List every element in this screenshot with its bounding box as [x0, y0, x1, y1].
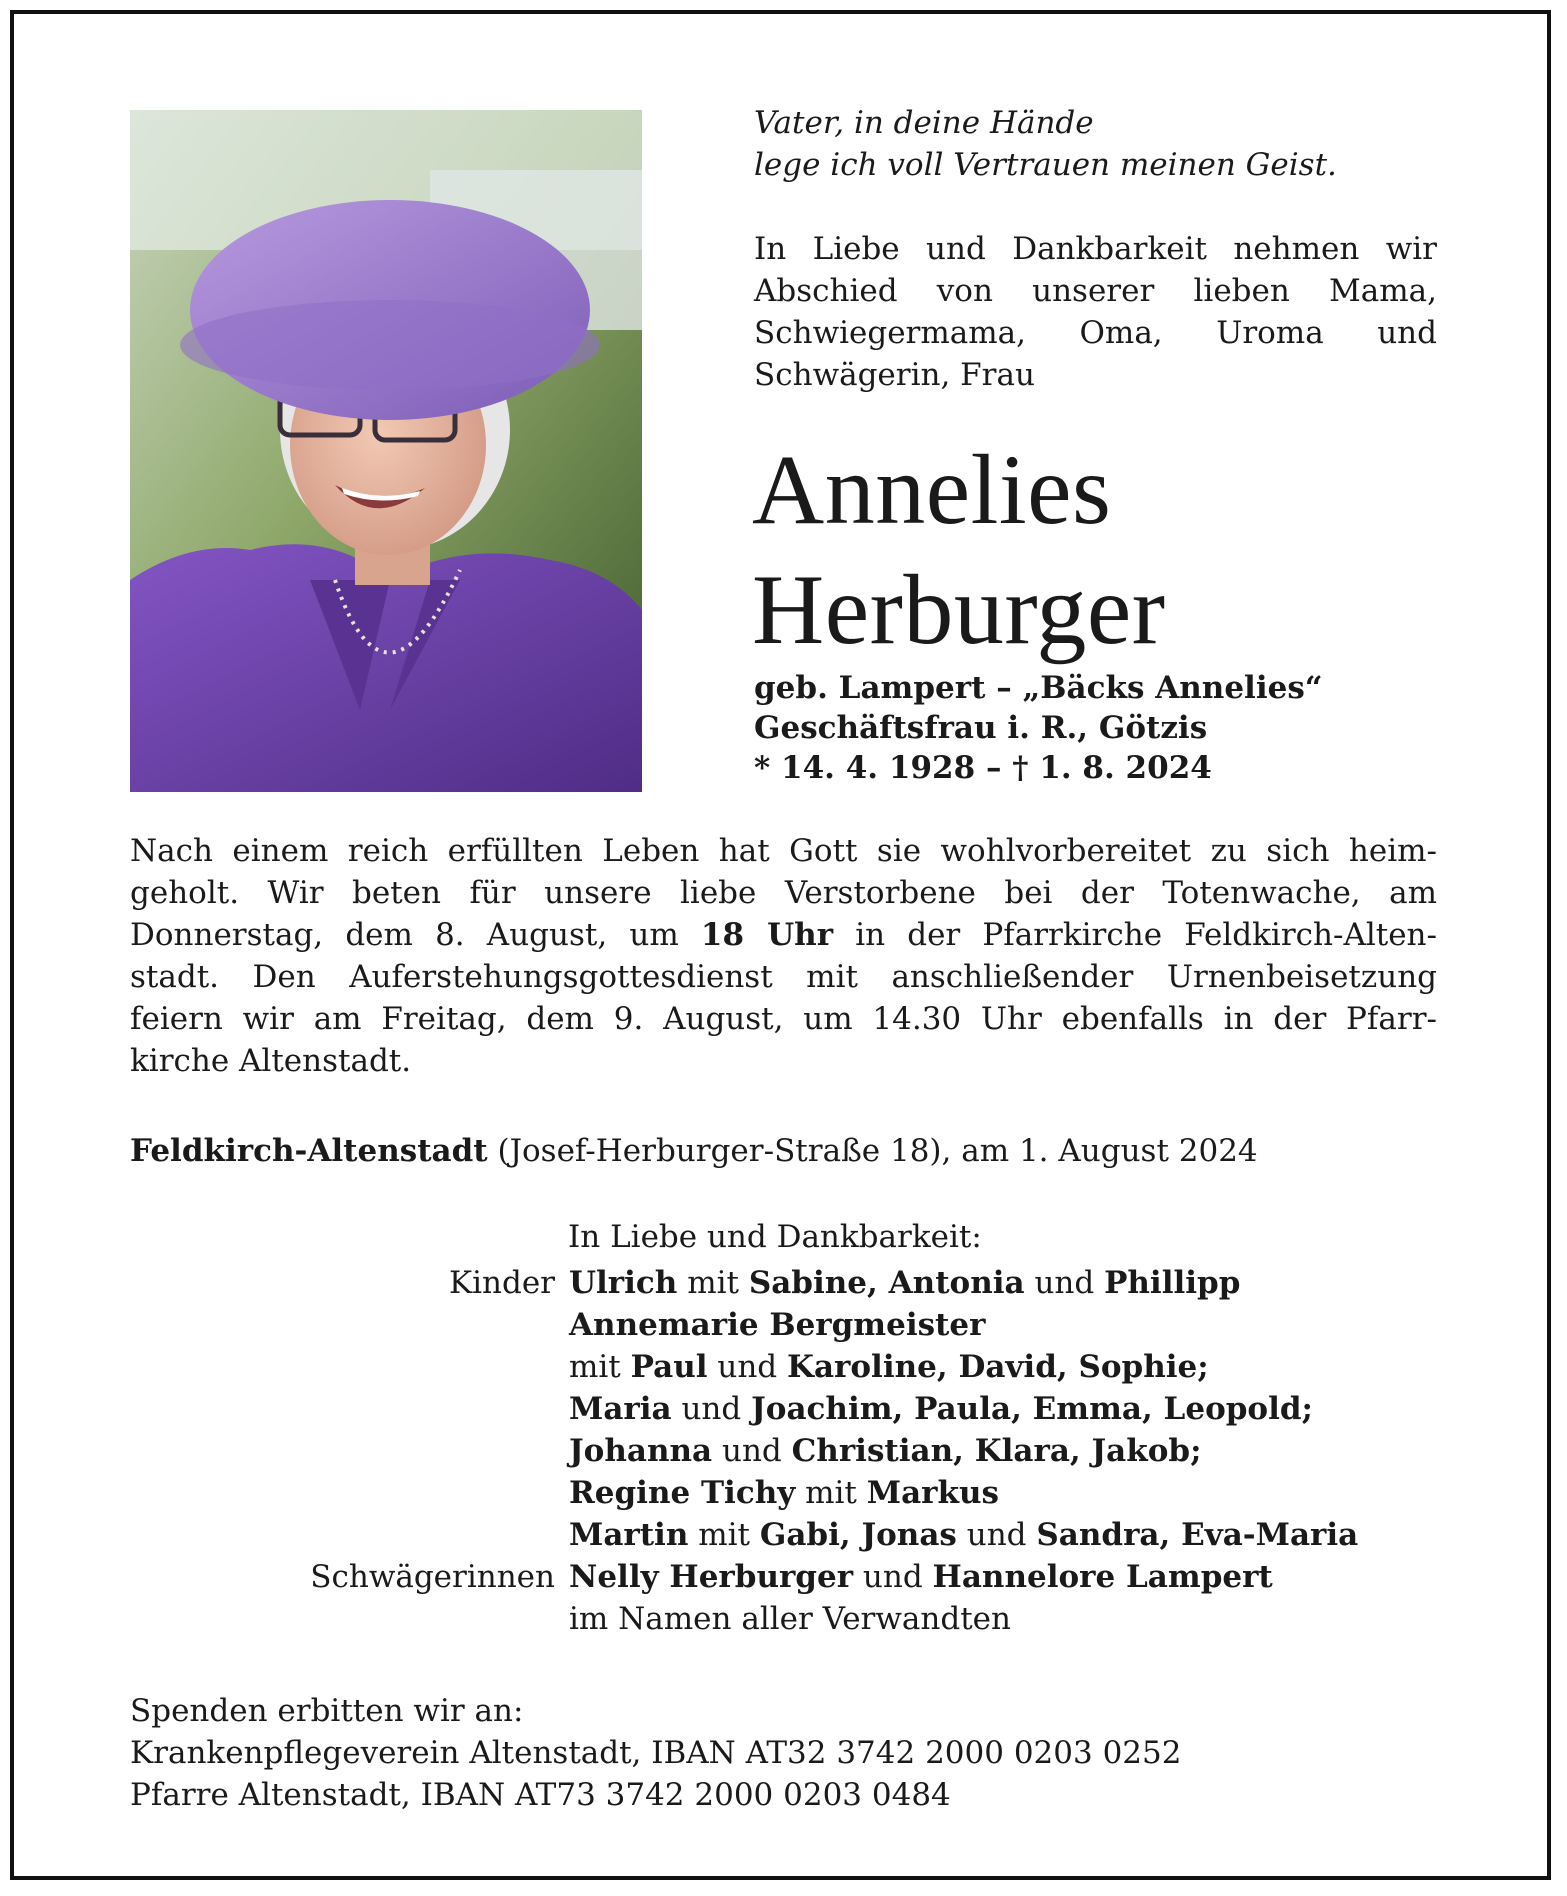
family-row [130, 1598, 1460, 1640]
schwaegerinnen-label: Schwägerinnen [310, 1559, 555, 1595]
vigil-time: 18 Uhr [700, 917, 834, 953]
family-names [569, 1304, 1460, 1346]
town: Feldkirch-Altenstadt [130, 1133, 488, 1169]
empty-label [130, 1388, 569, 1430]
body-line-6: kirche Altenstadt. [130, 1043, 412, 1079]
family-names [569, 1388, 1460, 1430]
deceased-details [754, 668, 1454, 788]
name: Gabi, Jonas [759, 1517, 957, 1553]
name: Maria [569, 1391, 672, 1427]
occupation: Geschäftsfrau i. R., Götzis [754, 710, 1208, 746]
portrait-illustration [130, 110, 642, 792]
body-line-1: Nach einem reich erfüllten Leben hat Gott sie wohlvorbereitet zu sich heim- [130, 833, 1437, 869]
family-row [130, 1514, 1460, 1556]
name: Karoline, David, Sophie; [787, 1349, 1209, 1385]
body-line-2: geholt. Wir beten für unsere liebe Verstorbene bei der Totenwache, am [130, 875, 1437, 911]
family-row [130, 1304, 1460, 1346]
verse-line-1: Vater, in deine Hände [754, 105, 1094, 141]
empty-label [130, 1346, 569, 1388]
intro-line-4: Schwägerin, Frau [754, 357, 1035, 393]
donation-account-1: Krankenpflegeverein Altenstadt, IBAN AT32 3742 2000 0203 0252 [130, 1735, 1182, 1771]
donation-account-2: Pfarre Altenstadt, IBAN AT73 3742 2000 0203 0484 [130, 1777, 951, 1813]
name: Regine Tichy [569, 1475, 796, 1511]
family-names [569, 1262, 1460, 1304]
connector: und [853, 1559, 933, 1595]
service-announcement [130, 830, 1437, 1082]
family-names [569, 1472, 1460, 1514]
body-line-5: feiern wir am Freitag, dem 9. August, um 14.30 Uhr ebenfalls in der Pfarr- [130, 1001, 1437, 1037]
connector: mit [569, 1349, 631, 1385]
last-name: Herburger [752, 554, 1166, 665]
donations-section [130, 1690, 1437, 1816]
first-name: Annelies [752, 434, 1112, 545]
body-line-3-end: in der Pfarrkirche Feldkirch-Alten- [833, 917, 1437, 953]
empty-label [130, 1304, 569, 1346]
connector: und [712, 1433, 792, 1469]
family-names [569, 1430, 1460, 1472]
deceased-name [752, 430, 1502, 670]
intro-paragraph [754, 228, 1437, 396]
name: Phillipp [1104, 1265, 1241, 1301]
place-date-line [130, 1130, 1437, 1172]
maiden-name: geb. Lampert – „Bäcks Annelies“ [754, 670, 1323, 706]
name: Annemarie Bergmeister [569, 1307, 986, 1343]
connector: und [956, 1517, 1037, 1553]
body-line-3 [130, 914, 1437, 956]
connector: mit [677, 1265, 749, 1301]
name: Johanna [569, 1433, 713, 1469]
donations-heading: Spenden erbitten wir an: [130, 1693, 524, 1729]
family-row [130, 1472, 1460, 1514]
portrait-photo [130, 110, 642, 792]
family-row [130, 1556, 1460, 1598]
name: Martin [569, 1517, 689, 1553]
connector: und [671, 1391, 752, 1427]
verse-line-2: lege ich voll Vertrauen meinen Geist. [754, 147, 1337, 183]
bible-verse [754, 102, 1454, 186]
name: Christian, Klara, Jakob; [791, 1433, 1202, 1469]
address-date: (Josef-Herburger-Straße 18), am 1. August 2024 [487, 1133, 1258, 1169]
intro-line-3: Schwiegermama, Oma, Uroma und [754, 315, 1437, 351]
name: Joachim, Paula, Emma, Leopold; [751, 1391, 1313, 1427]
family-names [569, 1514, 1460, 1556]
connector: und [1024, 1265, 1105, 1301]
body-line-3-start: Donnerstag, dem 8. August, um [130, 917, 701, 953]
name: Hannelore Lampert [932, 1559, 1273, 1595]
name: Nelly Herburger [569, 1559, 854, 1595]
family-row [130, 1346, 1460, 1388]
family-row [130, 1262, 1460, 1304]
connector: mit [688, 1517, 760, 1553]
empty-label [130, 1598, 569, 1640]
name: Sabine, Antonia [748, 1265, 1025, 1301]
family-row [130, 1388, 1460, 1430]
closing-line: im Namen aller Verwandten [569, 1601, 1011, 1637]
connector: mit [795, 1475, 867, 1511]
family-heading: In Liebe und Dankbarkeit: [568, 1219, 982, 1255]
life-dates: * 14. 4. 1928 – † 1. 8. 2024 [754, 750, 1212, 786]
name: Paul [630, 1349, 708, 1385]
name: Markus [866, 1475, 999, 1511]
connector: und [707, 1349, 787, 1385]
intro-line-2: Abschied von unserer lieben Mama, [754, 273, 1437, 309]
name: Ulrich [569, 1265, 678, 1301]
empty-label [130, 1430, 569, 1472]
empty-label [130, 1472, 569, 1514]
family-list [130, 1262, 1460, 1640]
body-line-4: stadt. Den Auferstehungsgottesdienst mit anschließender Urnenbeisetzung [130, 959, 1437, 995]
intro-line-1: In Liebe und Dankbarkeit nehmen wir [754, 231, 1437, 267]
kinder-label: Kinder [448, 1265, 555, 1301]
family-row [130, 1430, 1460, 1472]
empty-label [130, 1514, 569, 1556]
family-names [569, 1556, 1460, 1598]
name: Sandra, Eva-Maria [1036, 1517, 1359, 1553]
family-names [569, 1598, 1460, 1640]
family-names [569, 1346, 1460, 1388]
